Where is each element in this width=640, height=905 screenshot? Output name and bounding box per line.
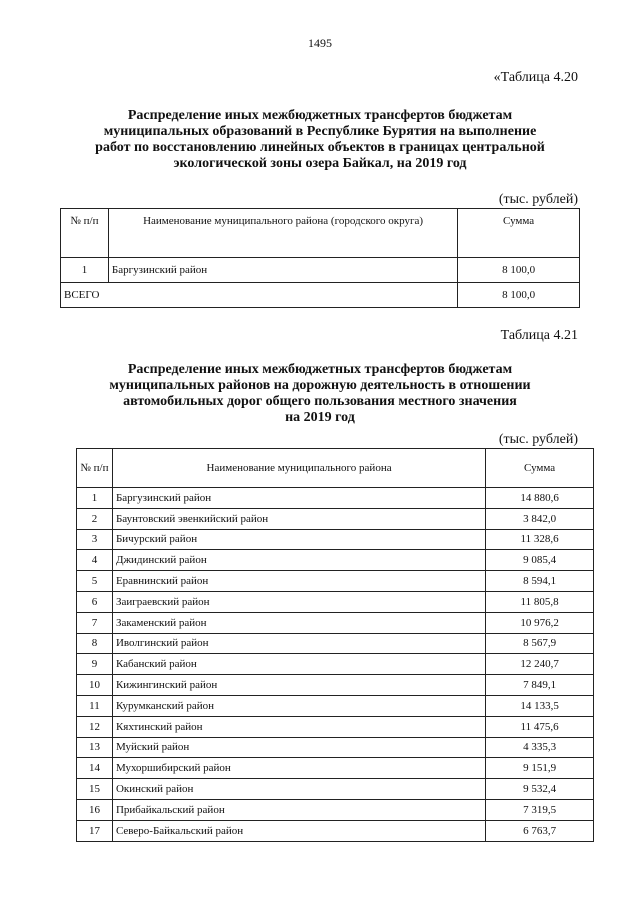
row-sum: 6 763,7 [486, 820, 594, 841]
row-name: Кижингинский район [112, 675, 485, 696]
col-header-name: Наименование муниципального района [112, 449, 485, 488]
table-a-ref: «Таблица 4.20 [493, 70, 578, 85]
row-name: Иволгинский район [112, 633, 485, 654]
table-b-title-line: автомобильных дорог общего пользования местного значения [123, 394, 517, 409]
row-sum: 8 100,0 [458, 258, 580, 283]
row-sum: 8 567,9 [486, 633, 594, 654]
row-sum: 14 133,5 [486, 695, 594, 716]
table-b-title [80, 362, 560, 426]
table-row [77, 550, 594, 571]
table-row [77, 508, 594, 529]
row-sum: 10 976,2 [486, 612, 594, 633]
row-num: 15 [77, 779, 113, 800]
row-name: Кяхтинский район [112, 716, 485, 737]
row-num: 3 [77, 529, 113, 550]
row-sum: 11 805,8 [486, 591, 594, 612]
row-name: Северо-Байкальский район [112, 820, 485, 841]
table-row [77, 633, 594, 654]
row-name: Закаменский район [112, 612, 485, 633]
table-row [77, 654, 594, 675]
table-row [77, 571, 594, 592]
table-row [77, 529, 594, 550]
col-header-num: № п/п [61, 209, 109, 258]
row-name: Прибайкальский район [112, 799, 485, 820]
row-num: 4 [77, 550, 113, 571]
total-label: ВСЕГО [61, 283, 458, 308]
table-row [77, 779, 594, 800]
table-row [77, 695, 594, 716]
table-a-title-line: Распределение иных межбюджетных трансфертов бюджетам [127, 108, 513, 123]
row-sum: 11 328,6 [486, 529, 594, 550]
table-row [77, 591, 594, 612]
row-num: 11 [77, 695, 113, 716]
row-num: 9 [77, 654, 113, 675]
table-b [76, 448, 594, 842]
row-sum: 14 880,6 [486, 488, 594, 509]
row-name: Баргузинский район [112, 488, 485, 509]
row-name: Окинский район [112, 779, 485, 800]
total-sum: 8 100,0 [458, 283, 580, 308]
table-b-title-line: муниципальных районов на дорожную деятельность в отношении [109, 378, 531, 393]
row-sum: 3 842,0 [486, 508, 594, 529]
total-row [61, 283, 580, 308]
row-num: 6 [77, 591, 113, 612]
table-row [77, 488, 594, 509]
row-name: Кабанский район [112, 654, 485, 675]
table-row [77, 758, 594, 779]
row-num: 1 [77, 488, 113, 509]
row-name: Еравнинский район [112, 571, 485, 592]
table-row [77, 675, 594, 696]
row-num: 2 [77, 508, 113, 529]
table-a-title-line: муниципальных образований в Республике Бурятия на выполнение [103, 124, 537, 139]
table-b-header-row [77, 449, 594, 488]
table-b-body [77, 488, 594, 842]
table-row [77, 737, 594, 758]
row-name: Курумканский район [112, 695, 485, 716]
row-sum: 9 085,4 [486, 550, 594, 571]
col-header-sum: Сумма [458, 209, 580, 258]
row-sum: 9 532,4 [486, 779, 594, 800]
col-header-num: № п/п [77, 449, 113, 488]
row-num: 12 [77, 716, 113, 737]
row-num: 10 [77, 675, 113, 696]
row-num: 8 [77, 633, 113, 654]
col-header-sum: Сумма [486, 449, 594, 488]
row-num: 1 [61, 258, 109, 283]
table-row [77, 612, 594, 633]
table-b-ref: Таблица 4.21 [500, 328, 578, 343]
row-num: 7 [77, 612, 113, 633]
page-number: 1495 [308, 36, 332, 50]
row-name: Джидинский район [112, 550, 485, 571]
row-num: 17 [77, 820, 113, 841]
row-name: Муйский район [112, 737, 485, 758]
table-b-units: (тыс. рублей) [498, 432, 578, 447]
row-sum: 7 849,1 [486, 675, 594, 696]
table-a-title-line: экологической зоны озера Байкал, на 2019 год [173, 156, 467, 171]
table-a [60, 208, 580, 308]
table-a-header-row [61, 209, 580, 258]
table-row [77, 820, 594, 841]
table-a-title [80, 108, 560, 172]
row-name: Баунтовский эвенкийский район [112, 508, 485, 529]
row-num: 14 [77, 758, 113, 779]
row-sum: 9 151,9 [486, 758, 594, 779]
row-num: 16 [77, 799, 113, 820]
table-b-title-line: Распределение иных межбюджетных трансфертов бюджетам [127, 362, 513, 377]
row-num: 5 [77, 571, 113, 592]
table-row [61, 258, 580, 283]
row-name: Баргузинский район [108, 258, 457, 283]
row-name: Бичурский район [112, 529, 485, 550]
row-sum: 8 594,1 [486, 571, 594, 592]
row-name: Заиграевский район [112, 591, 485, 612]
col-header-name: Наименование муниципального района (городского округа) [108, 209, 457, 258]
row-sum: 4 335,3 [486, 737, 594, 758]
table-row [77, 716, 594, 737]
table-b-title-line: на 2019 год [285, 410, 355, 425]
table-a-title-line: работ по восстановлению линейных объектов в границах центральной [95, 140, 545, 155]
row-sum: 11 475,6 [486, 716, 594, 737]
row-sum: 12 240,7 [486, 654, 594, 675]
table-a-units: (тыс. рублей) [498, 192, 578, 207]
row-sum: 7 319,5 [486, 799, 594, 820]
row-name: Мухоршибирский район [112, 758, 485, 779]
table-row [77, 799, 594, 820]
row-num: 13 [77, 737, 113, 758]
